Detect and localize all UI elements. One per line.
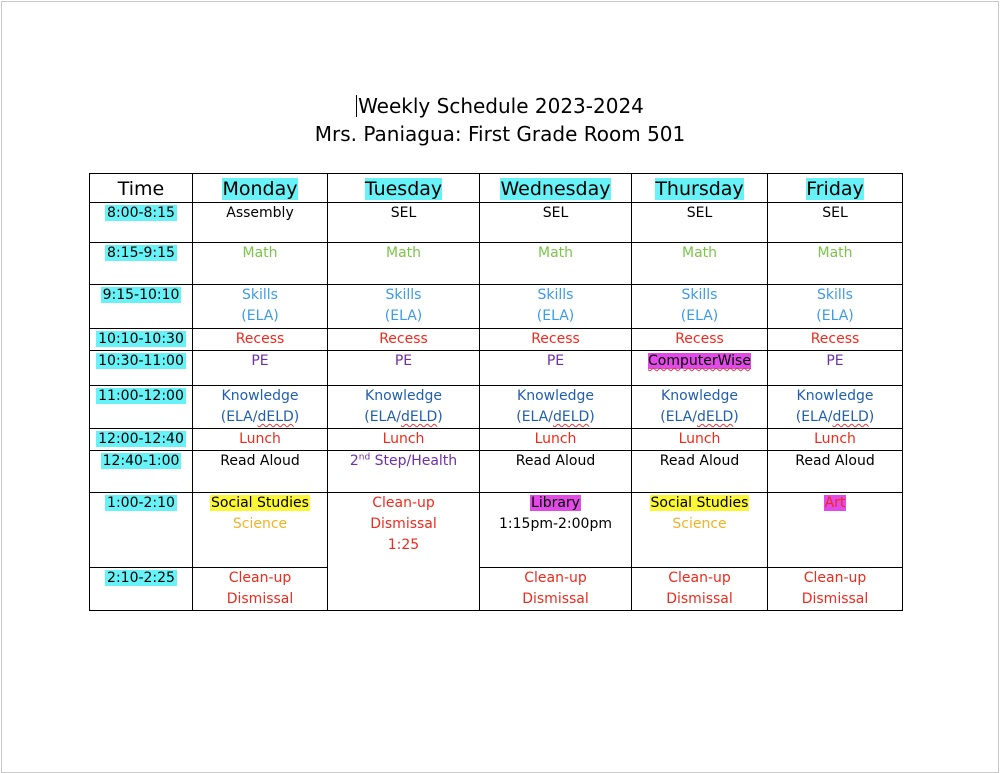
table-row [90, 429, 903, 451]
schedule-cell: Knowledge (ELA/dELD) [632, 386, 768, 429]
schedule-cell: Skills (ELA) [480, 285, 632, 329]
schedule-cell: Recess [328, 329, 480, 351]
header-tuesday: Tuesday [328, 174, 480, 203]
schedule-cell: Clean-up Dismissal [768, 568, 903, 611]
schedule-cell: Knowledge (ELA/dELD) [480, 386, 632, 429]
time-cell: 12:40-1:00 [90, 451, 193, 493]
schedule-cell: Art [768, 493, 903, 568]
schedule-table [89, 173, 903, 611]
schedule-cell: Lunch [193, 429, 328, 451]
schedule-cell: Lunch [480, 429, 632, 451]
table-row [90, 568, 903, 611]
schedule-cell: Lunch [328, 429, 480, 451]
table-row [90, 493, 903, 568]
schedule-cell: PE [480, 351, 632, 386]
schedule-cell: Read Aloud [480, 451, 632, 493]
title-line-2: Mrs. Paniagua: First Grade Room 501 [314, 122, 686, 146]
table-row [90, 451, 903, 493]
schedule-cell: SEL [328, 203, 480, 243]
schedule-cell: Knowledge (ELA/dELD) [193, 386, 328, 429]
time-cell: 8:00-8:15 [90, 203, 193, 243]
schedule-cell: Social Studies Science [193, 493, 328, 568]
schedule-cell: SEL [768, 203, 903, 243]
time-cell: 8:15-9:15 [90, 243, 193, 285]
schedule-cell: Recess [480, 329, 632, 351]
time-cell: 12:00-12:40 [90, 429, 193, 451]
schedule-cell: Knowledge (ELA/dELD) [768, 386, 903, 429]
schedule-cell: SEL [480, 203, 632, 243]
table-row [90, 351, 903, 386]
schedule-cell: ComputerWise [632, 351, 768, 386]
table-row [90, 285, 903, 329]
schedule-cell: Math [768, 243, 903, 285]
header-friday: Friday [768, 174, 903, 203]
schedule-cell: SEL [632, 203, 768, 243]
schedule-cell: Lunch [768, 429, 903, 451]
table-row [90, 203, 903, 243]
header-monday: Monday [193, 174, 328, 203]
document-title [0, 92, 1000, 148]
schedule-cell: Clean-up Dismissal 1:25 [328, 493, 480, 611]
table-row [90, 243, 903, 285]
schedule-cell: Clean-up Dismissal [632, 568, 768, 611]
schedule-cell: Math [328, 243, 480, 285]
schedule-cell: Math [480, 243, 632, 285]
table-row [90, 386, 903, 429]
header-thursday: Thursday [632, 174, 768, 203]
schedule-cell: Read Aloud [193, 451, 328, 493]
schedule-cell: Read Aloud [768, 451, 903, 493]
schedule-cell: PE [193, 351, 328, 386]
schedule-cell: Skills (ELA) [328, 285, 480, 329]
header-row [90, 174, 903, 203]
time-cell: 1:00-2:10 [90, 493, 193, 568]
time-cell: 2:10-2:25 [90, 568, 193, 611]
schedule-cell: Assembly [193, 203, 328, 243]
title-line-1: Weekly Schedule 2023-2024 [358, 94, 644, 118]
schedule-cell: Math [193, 243, 328, 285]
schedule-cell: Library 1:15pm-2:00pm [480, 493, 632, 568]
schedule-cell: Knowledge (ELA/dELD) [328, 386, 480, 429]
schedule-cell: Skills (ELA) [632, 285, 768, 329]
time-cell: 11:00-12:00 [90, 386, 193, 429]
schedule-cell: Lunch [632, 429, 768, 451]
text-cursor [356, 95, 357, 117]
schedule-cell: Clean-up Dismissal [193, 568, 328, 611]
schedule-cell: PE [768, 351, 903, 386]
schedule-cell: Recess [768, 329, 903, 351]
time-cell: 10:30-11:00 [90, 351, 193, 386]
schedule-cell: Recess [632, 329, 768, 351]
time-cell: 9:15-10:10 [90, 285, 193, 329]
time-cell: 10:10-10:30 [90, 329, 193, 351]
table-row [90, 329, 903, 351]
schedule-cell: Read Aloud [632, 451, 768, 493]
schedule-cell: Math [632, 243, 768, 285]
schedule-cell: Social Studies Science [632, 493, 768, 568]
schedule-cell: Skills (ELA) [193, 285, 328, 329]
schedule-cell: Recess [193, 329, 328, 351]
schedule-cell: Clean-up Dismissal [480, 568, 632, 611]
header-wednesday: Wednesday [480, 174, 632, 203]
schedule-cell: Skills (ELA) [768, 285, 903, 329]
schedule-cell: 2nd Step/Health [328, 451, 480, 493]
schedule-cell: PE [328, 351, 480, 386]
header-time: Time [90, 174, 193, 203]
